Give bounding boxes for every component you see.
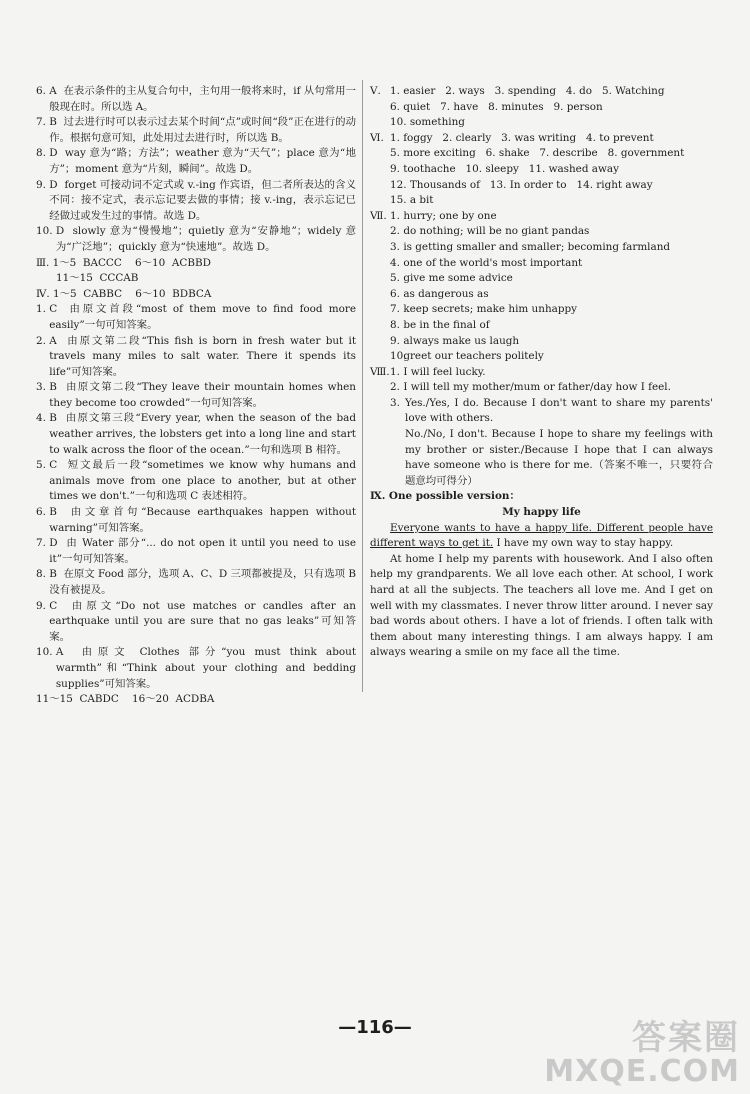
reading-answer-6: 6. B 由文章首句“Because earthquakes happen without warning”可知答案。 (36, 506, 360, 534)
essay-paragraph-1: Everyone wants to have a happy life. Different people have different ways to get it. I have my own way to stay happy. (370, 521, 713, 550)
section-6-line-4: 12. Thousands of 13. In order to 14. right away (390, 178, 653, 191)
section-7-item-7: 7. keep secrets; make him unhappy (390, 303, 578, 316)
reading-answers-11-20: 11～15 CABDC 16～20 ACDBA (36, 693, 215, 706)
essay-paragraph-2: At home I help my parents with housework. And I also often help my grandparents. We all love each other. At school, I work hard at all the subjects. The teachers all love me. And I get on well with my classmates. I never throw litter around. I never say bad words about others. I have a lot of friends. I often talk with them about many interesting things. I am always happy. I am always wearing a smile on my face all the time. (370, 552, 713, 659)
section-7-item-9: 9. always make us laugh (390, 334, 520, 347)
section-7-item-6: 6. as dangerous as (390, 287, 489, 300)
section-6-line-3: 9. toothache 10. sleepy 11. washed away (390, 162, 619, 175)
left-column (36, 84, 360, 708)
grammar-answer-10: 10. D slowly 意为“慢慢地”；quietly 意为“安静地”；widely 意为“广泛地”；quickly 意为“快速地”。故选 D。 (36, 225, 356, 253)
page-number: —116— (338, 1017, 412, 1038)
section-4-answers: Ⅳ. 1～5 CABBC 6～10 BDBCA (36, 287, 212, 300)
grammar-answer-9: 9. D forget 可接动词不定式或 v.-ing 作宾语，但二者所表达的含义不同：接不定式，表示忘记要去做的事情；接 v.-ing，表示忘记已经做过或发生过的事情。故选 D。 (36, 178, 356, 222)
section-3-answers: Ⅲ. 1～5 BACCC 6～10 ACBBD (36, 256, 211, 269)
grammar-answer-6: 6. A 在表示条件的主从复合句中，主句用一般将来时，if 从句常用一般现在时。所以选 A。 (36, 85, 356, 113)
reading-answer-9: 9. C 由原文“Do not use matches or candles after an earthquake until you are sure that no gas leaks”可知答案。 (36, 599, 360, 643)
reading-answer-8: 8. B 在原文 Food 部分，选项 A、C、D 三项都被提及，只有选项 B 没有被提及。 (36, 568, 360, 596)
section-7-item-2: 2. do nothing; will be no giant pandas (390, 225, 590, 238)
watermark-logo: 答案圈 MXQE.COM (544, 1018, 740, 1089)
section-7-item-3: 3. is getting smaller and smaller; becoming farmland (390, 240, 671, 253)
section-7-item-4: 4. one of the world's most important (390, 256, 583, 269)
grammar-answer-8: 8. D way 意为“路；方法”；weather 意为“天气”；place 意为“地方”；moment 意为“片刻，瞬间”。故选 D。 (36, 147, 356, 175)
reading-answer-5: 5. C 短文最后一段“sometimes we know why humans and animals move from one place to another, but at other times we don't.”一句和选项 C 表述相符。 (36, 459, 360, 503)
section-6-line-5: 15. a bit (390, 194, 434, 207)
reading-answer-2: 2. A 由原文第二段“This fish is born in fresh water but it travels many miles to salt water. There it spends its life”可知答案。 (36, 334, 360, 378)
reading-answer-10: 10. A 由原文 Clothes 部分“you must think about warmth”和“Think about your clothing and bedding supplies”可知答案。 (36, 646, 360, 690)
essay-title: My happy life (502, 506, 581, 519)
section-7-item-8: 8. be in the final of (390, 318, 490, 331)
section-8-item-2: 2. I will tell my mother/mum or father/day how I feel. (390, 381, 671, 394)
section-6-line-2: 5. more exciting 6. shake 7. describe 8. government (390, 147, 685, 160)
section-3-answers-cont: 11～15 CCCAB (56, 272, 139, 285)
essay-underlined-sentence: Everyone wants to have a happy life. Different people have different ways to get it. (370, 521, 713, 550)
section-8-alternative: No./No, I don't. Because I hope to share my feelings with my brother or sister./Because I hope that I can always have someone who is there for me.（答案不唯一，只要符合题意均可得分） (405, 428, 713, 487)
section-5-line-1: Ⅴ. 1. easier 2. ways 3. spending 4. do 5. Watching (370, 85, 665, 97)
section-5-line-2: 6. quiet 7. have 8. minutes 9. person (390, 100, 603, 113)
section-7-item-1: Ⅶ. 1. hurry; one by one (370, 209, 497, 222)
essay-body (370, 521, 713, 661)
section-7-item-5: 5. give me some advice (390, 272, 513, 285)
section-8-item-3: 3. Yes./Yes, I do. Because I don't want to share my parents' love with others. (390, 396, 717, 425)
reading-answer-7: 7. D 由 Water 部分“... do not open it until you need to use it”一句可知答案。 (36, 537, 360, 565)
reading-answer-4: 4. B 由原文第三段“Every year, when the season of the bad weather arrives, the lobsters get into a long line and start to walk across the floor of the ocean.”一句和选项 B 相符。 (36, 412, 360, 456)
section-9-label: Ⅸ. One possible version： (370, 490, 520, 503)
right-column (370, 84, 717, 661)
section-5-line-3: 10. something (390, 116, 465, 129)
section-7-item-10: 10. greet our teachers politely (390, 350, 544, 363)
reading-answer-1: 1. C 由原文首段“most of them move to find food more easily”一句可知答案。 (36, 303, 360, 331)
column-divider (362, 80, 363, 692)
reading-answer-3: 3. B 由原文第二段“They leave their mountain homes when they become too crowded”一句可知答案。 (36, 381, 360, 409)
section-8-item-1: Ⅷ. 1. I will feel lucky. (370, 365, 486, 378)
grammar-answer-7: 7. B 过去进行时可以表示过去某个时间“点”或时间“段”正在进行的动作。根据句意可知，此处用过去进行时，所以选 B。 (36, 116, 356, 144)
section-6-line-1: Ⅵ. 1. foggy 2. clearly 3. was writing 4. to prevent (370, 131, 654, 144)
